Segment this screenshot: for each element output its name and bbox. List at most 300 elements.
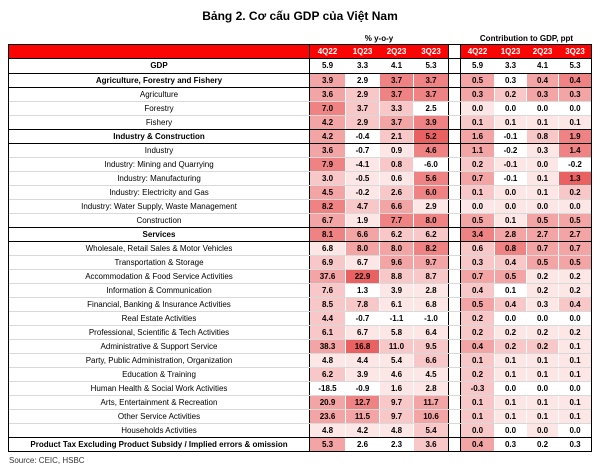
yoy-value-cell: 2.1	[379, 130, 413, 143]
contribution-value-cell: 0.3	[494, 438, 526, 451]
contribution-value-cell: 0.2	[558, 326, 591, 339]
column-gap	[448, 298, 461, 311]
contribution-value-cell: 0.0	[558, 200, 591, 213]
table-row	[9, 129, 591, 143]
yoy-value-cell: 3.9	[345, 368, 379, 381]
contribution-value-cell: 3.4	[461, 228, 494, 241]
column-group-headers	[8, 29, 592, 43]
table-row	[9, 283, 591, 297]
yoy-value-cell: 6.1	[379, 298, 413, 311]
contribution-value-cell: 0.4	[558, 74, 591, 87]
contribution-value-cell: 5.9	[461, 59, 494, 73]
yoy-value-cell: 0.6	[379, 172, 413, 185]
row-label: Arts, Entertainment & Recreation	[9, 396, 310, 409]
table-row	[9, 423, 591, 437]
yoy-value-cell: 3.6	[413, 438, 448, 451]
yoy-value-cell: 8.0	[379, 242, 413, 255]
yoy-value-cell: 4.8	[310, 424, 345, 437]
table-row	[9, 87, 591, 101]
contribution-value-cell: 2.7	[526, 228, 558, 241]
table-row	[9, 199, 591, 213]
yoy-value-cell: 2.8	[413, 284, 448, 297]
quarter-header-cell: 1Q23	[345, 45, 379, 58]
yoy-value-cell: 6.6	[413, 354, 448, 367]
yoy-value-cell: 6.1	[310, 326, 345, 339]
yoy-value-cell: 5.4	[413, 424, 448, 437]
yoy-value-cell: 5.4	[379, 354, 413, 367]
yoy-value-cell: -0.4	[345, 130, 379, 143]
contribution-value-cell: 0.0	[526, 200, 558, 213]
column-gap	[448, 45, 461, 58]
table-row	[9, 227, 591, 241]
contribution-value-cell: 0.1	[494, 116, 526, 129]
yoy-value-cell: 20.9	[310, 396, 345, 409]
yoy-value-cell: 9.5	[413, 340, 448, 353]
column-gap	[448, 312, 461, 325]
contribution-value-cell: 1.6	[461, 130, 494, 143]
contribution-value-cell: 0.0	[558, 312, 591, 325]
contribution-value-cell: 0.1	[526, 172, 558, 185]
row-label: Wholesale, Retail Sales & Motor Vehicles	[9, 242, 310, 255]
yoy-value-cell: 5.2	[413, 130, 448, 143]
yoy-value-cell: 3.7	[379, 74, 413, 87]
yoy-value-cell: 5.3	[310, 438, 345, 451]
yoy-value-cell: 4.2	[345, 424, 379, 437]
contribution-value-cell: 0.3	[558, 88, 591, 101]
contribution-value-cell: 1.3	[558, 172, 591, 185]
contribution-value-cell: 0.2	[558, 186, 591, 199]
contribution-value-cell: 0.3	[526, 144, 558, 157]
contribution-value-cell: -0.1	[494, 158, 526, 171]
yoy-value-cell: 6.2	[310, 368, 345, 381]
yoy-value-cell: 5.9	[310, 59, 345, 73]
yoy-value-cell: 38.3	[310, 340, 345, 353]
contribution-value-cell: 0.0	[526, 424, 558, 437]
yoy-value-cell: -1.0	[413, 312, 448, 325]
yoy-value-cell: 6.8	[310, 242, 345, 255]
contribution-value-cell: 0.1	[558, 340, 591, 353]
contribution-value-cell: 0.2	[526, 284, 558, 297]
contribution-value-cell: 0.1	[558, 116, 591, 129]
quarter-header-cell: 2Q23	[379, 45, 413, 58]
table-row	[9, 297, 591, 311]
contribution-value-cell: 0.0	[461, 424, 494, 437]
yoy-value-cell: 0.9	[379, 144, 413, 157]
yoy-value-cell: 5.3	[413, 59, 448, 73]
contribution-value-cell: -0.1	[494, 172, 526, 185]
contribution-value-cell: 0.1	[461, 186, 494, 199]
yoy-value-cell: 3.6	[310, 144, 345, 157]
contribution-value-cell: 1.9	[558, 130, 591, 143]
yoy-value-cell: 9.7	[379, 410, 413, 423]
yoy-value-cell: 8.7	[413, 270, 448, 283]
row-label: Real Estate Activities	[9, 312, 310, 325]
contribution-value-cell: 5.3	[558, 59, 591, 73]
contribution-value-cell: 0.5	[461, 298, 494, 311]
yoy-value-cell: 6.7	[310, 214, 345, 227]
contribution-value-cell: 0.1	[526, 354, 558, 367]
column-gap	[448, 410, 461, 423]
header-label-spacer	[9, 45, 310, 58]
yoy-value-cell: -0.7	[345, 312, 379, 325]
yoy-value-cell: 3.7	[413, 74, 448, 87]
contribution-value-cell: 0.0	[526, 102, 558, 115]
contribution-value-cell: 0.3	[461, 88, 494, 101]
yoy-value-cell: 2.8	[413, 382, 448, 395]
table-row	[9, 311, 591, 325]
table-row	[9, 367, 591, 381]
contribution-value-cell: 0.3	[526, 298, 558, 311]
row-label: Party, Public Administration, Organization	[9, 354, 310, 367]
yoy-value-cell: -0.7	[345, 144, 379, 157]
data-table	[8, 44, 592, 452]
column-gap	[448, 270, 461, 283]
contribution-value-cell: 0.1	[558, 368, 591, 381]
yoy-value-cell: 1.6	[379, 382, 413, 395]
yoy-value-cell: 11.7	[413, 396, 448, 409]
yoy-value-cell: 7.8	[345, 298, 379, 311]
contribution-value-cell: 0.0	[558, 424, 591, 437]
column-gap	[448, 130, 461, 143]
contribution-value-cell: 0.0	[494, 312, 526, 325]
contribution-value-cell: 0.4	[461, 284, 494, 297]
column-gap	[448, 102, 461, 115]
contribution-value-cell: 0.5	[526, 214, 558, 227]
contribution-value-cell: 0.4	[461, 438, 494, 451]
yoy-value-cell: 4.2	[310, 116, 345, 129]
table-row	[9, 353, 591, 367]
contribution-value-cell: 0.1	[526, 410, 558, 423]
contribution-value-cell: 0.1	[526, 396, 558, 409]
yoy-value-cell: 6.7	[345, 256, 379, 269]
row-label: Human Health & Social Work Activities	[9, 382, 310, 395]
yoy-value-cell: 3.9	[310, 74, 345, 87]
contribution-value-cell: 0.2	[461, 158, 494, 171]
yoy-value-cell: -0.9	[345, 382, 379, 395]
table-row	[9, 213, 591, 227]
row-label: Information & Communication	[9, 284, 310, 297]
yoy-value-cell: 6.9	[310, 256, 345, 269]
contribution-value-cell: 0.3	[526, 88, 558, 101]
contribution-value-cell: 2.7	[558, 228, 591, 241]
table-row	[9, 269, 591, 283]
row-label: GDP	[9, 59, 310, 73]
row-label: Education & Training	[9, 368, 310, 381]
yoy-value-cell: -18.5	[310, 382, 345, 395]
row-label: Fishery	[9, 116, 310, 129]
yoy-value-cell: 6.8	[413, 298, 448, 311]
yoy-value-cell: 2.6	[345, 438, 379, 451]
yoy-value-cell: 3.3	[379, 102, 413, 115]
yoy-value-cell: 4.4	[345, 354, 379, 367]
yoy-value-cell: 6.7	[345, 326, 379, 339]
table-row	[9, 185, 591, 199]
yoy-value-cell: 4.2	[310, 130, 345, 143]
contribution-value-cell: 0.7	[461, 270, 494, 283]
contribution-value-cell: 0.4	[461, 340, 494, 353]
row-label: Administrative & Support Service	[9, 340, 310, 353]
row-label: Agriculture	[9, 88, 310, 101]
yoy-value-cell: 11.0	[379, 340, 413, 353]
yoy-value-cell: 5.8	[379, 326, 413, 339]
yoy-value-cell: 6.6	[379, 200, 413, 213]
column-gap	[448, 172, 461, 185]
row-label: Financial, Banking & Insurance Activities	[9, 298, 310, 311]
column-gap	[448, 186, 461, 199]
source-note: Source: CEIC, HSBC	[9, 456, 85, 465]
contribution-value-cell: 0.1	[558, 354, 591, 367]
contribution-value-cell: 0.2	[494, 88, 526, 101]
yoy-value-cell: 4.4	[310, 312, 345, 325]
contribution-value-cell: 0.1	[461, 116, 494, 129]
column-gap	[448, 144, 461, 157]
quarter-header-cell: 3Q23	[558, 45, 591, 58]
contribution-value-cell: 2.8	[494, 228, 526, 241]
yoy-value-cell: 8.2	[310, 200, 345, 213]
column-gap	[448, 256, 461, 269]
quarter-header-cell: 3Q23	[413, 45, 448, 58]
table-row	[9, 73, 591, 87]
contribution-value-cell: -0.2	[494, 144, 526, 157]
contribution-value-cell: 0.7	[526, 242, 558, 255]
yoy-value-cell: 2.6	[379, 186, 413, 199]
column-gap	[448, 242, 461, 255]
page-title: Bảng 2. Cơ cấu GDP của Việt Nam	[202, 9, 398, 23]
contribution-value-cell: 0.1	[461, 410, 494, 423]
yoy-value-cell: 10.6	[413, 410, 448, 423]
yoy-value-cell: 6.6	[345, 228, 379, 241]
contribution-value-cell: 0.1	[526, 116, 558, 129]
yoy-value-cell: 4.5	[413, 368, 448, 381]
yoy-value-cell: 1.3	[345, 284, 379, 297]
contribution-value-cell: 1.4	[558, 144, 591, 157]
contribution-value-cell: 0.3	[494, 74, 526, 87]
yoy-value-cell: 6.2	[379, 228, 413, 241]
contribution-value-cell: 0.0	[461, 102, 494, 115]
yoy-value-cell: 12.7	[345, 396, 379, 409]
column-gap	[448, 88, 461, 101]
yoy-value-cell: 3.7	[345, 102, 379, 115]
yoy-value-cell: 7.7	[379, 214, 413, 227]
table-row	[9, 437, 591, 451]
quarter-header-cell: 2Q23	[526, 45, 558, 58]
contribution-value-cell: 0.2	[461, 326, 494, 339]
contribution-value-cell: 0.2	[494, 340, 526, 353]
row-label: Construction	[9, 214, 310, 227]
contribution-value-cell: 0.2	[461, 368, 494, 381]
column-gap	[448, 326, 461, 339]
contribution-value-cell: 0.4	[558, 298, 591, 311]
contribution-value-cell: 0.2	[526, 340, 558, 353]
yoy-value-cell: 1.9	[345, 214, 379, 227]
yoy-value-cell: 8.0	[413, 214, 448, 227]
contribution-value-cell: 0.0	[558, 382, 591, 395]
contribution-value-cell: 0.1	[526, 186, 558, 199]
contribution-value-cell: 0.8	[494, 242, 526, 255]
contribution-value-cell: 3.3	[494, 59, 526, 73]
yoy-value-cell: 3.0	[310, 172, 345, 185]
yoy-value-cell: 7.9	[310, 158, 345, 171]
yoy-value-cell: 8.5	[310, 298, 345, 311]
contribution-value-cell: 0.0	[526, 382, 558, 395]
yoy-value-cell: 6.0	[413, 186, 448, 199]
yoy-value-cell: 3.6	[310, 88, 345, 101]
contribution-value-cell: 0.5	[526, 256, 558, 269]
contribution-value-cell: 0.3	[461, 256, 494, 269]
contribution-value-cell: 0.1	[494, 410, 526, 423]
contribution-value-cell: 0.2	[526, 326, 558, 339]
table-row	[9, 171, 591, 185]
column-gap	[448, 59, 461, 73]
row-label: Services	[9, 228, 310, 241]
row-label: Other Service Activities	[9, 410, 310, 423]
yoy-value-cell: 4.1	[379, 59, 413, 73]
contribution-value-cell: 0.1	[558, 410, 591, 423]
row-label: Forestry	[9, 102, 310, 115]
contribution-value-cell: 0.2	[526, 438, 558, 451]
contribution-value-cell: 0.7	[558, 242, 591, 255]
column-gap	[448, 438, 461, 451]
contribution-value-cell: 0.4	[526, 74, 558, 87]
table-row	[9, 59, 591, 73]
contribution-value-cell: 0.1	[558, 396, 591, 409]
row-label: Industry	[9, 144, 310, 157]
contribution-value-cell: 0.0	[494, 382, 526, 395]
table-row	[9, 143, 591, 157]
yoy-value-cell: 2.9	[345, 74, 379, 87]
contribution-value-cell: 1.1	[461, 144, 494, 157]
quarter-header-cell: 4Q22	[467, 46, 488, 56]
contribution-value-cell: -0.3	[461, 382, 494, 395]
yoy-value-cell: 6.4	[413, 326, 448, 339]
contribution-value-cell: 0.1	[461, 354, 494, 367]
column-gap	[448, 382, 461, 395]
yoy-value-cell: 9.7	[379, 396, 413, 409]
yoy-value-cell: 11.5	[345, 410, 379, 423]
yoy-value-cell: 2.9	[345, 116, 379, 129]
table-row	[9, 157, 591, 171]
contribution-value-cell: 0.1	[494, 284, 526, 297]
contribution-value-cell: 0.4	[494, 256, 526, 269]
yoy-value-cell: -6.0	[413, 158, 448, 171]
yoy-value-cell: -0.2	[345, 186, 379, 199]
column-gap	[448, 228, 461, 241]
column-gap	[448, 74, 461, 87]
row-label: Households Activities	[9, 424, 310, 437]
contribution-value-cell: 0.0	[461, 200, 494, 213]
row-label: Agriculture, Forestry and Fishery	[9, 74, 310, 87]
column-gap	[448, 200, 461, 213]
contribution-value-cell: 0.2	[558, 270, 591, 283]
row-label: Industry: Water Supply, Waste Management	[9, 200, 310, 213]
row-label: Accommodation & Food Service Activities	[9, 270, 310, 283]
row-label: Industry: Manufacturing	[9, 172, 310, 185]
contribution-value-cell: 0.5	[558, 256, 591, 269]
row-label: Industry: Electricity and Gas	[9, 186, 310, 199]
contribution-value-cell: -0.1	[494, 130, 526, 143]
yoy-value-cell: 5.6	[413, 172, 448, 185]
contribution-value-cell: 0.0	[526, 158, 558, 171]
table-row	[9, 381, 591, 395]
quarter-header-cell: 1Q23	[494, 45, 526, 58]
row-label: Professional, Scientific & Tech Activities	[9, 326, 310, 339]
column-gap	[448, 340, 461, 353]
yoy-value-cell: 3.7	[379, 88, 413, 101]
contribution-value-cell: 0.1	[526, 368, 558, 381]
contribution-value-cell: 0.0	[494, 424, 526, 437]
quarter-header-cell: 4Q22	[317, 46, 338, 56]
table-row	[9, 325, 591, 339]
yoy-value-cell: 2.9	[413, 200, 448, 213]
contribution-value-cell: 0.5	[494, 270, 526, 283]
contribution-value-cell: 0.1	[494, 214, 526, 227]
yoy-value-cell: 3.9	[413, 116, 448, 129]
yoy-value-cell: 7.6	[310, 284, 345, 297]
table-row	[9, 255, 591, 269]
contribution-value-cell: 0.1	[494, 354, 526, 367]
contribution-value-cell: 0.1	[461, 396, 494, 409]
contribution-value-cell: 0.0	[494, 102, 526, 115]
column-gap	[448, 396, 461, 409]
contribution-value-cell: 0.8	[526, 130, 558, 143]
contribution-value-cell: 0.1	[494, 368, 526, 381]
contribution-value-cell: 0.0	[494, 186, 526, 199]
yoy-group-header: % y-o-y	[364, 34, 394, 43]
yoy-value-cell: 8.2	[413, 242, 448, 255]
column-gap	[448, 158, 461, 171]
contribution-value-cell: 0.1	[494, 396, 526, 409]
contribution-value-cell: 4.1	[526, 59, 558, 73]
row-label: Industry: Mining and Quarrying	[9, 158, 310, 171]
yoy-value-cell: 6.2	[413, 228, 448, 241]
yoy-value-cell: 4.8	[310, 354, 345, 367]
contribution-value-cell: -0.2	[558, 158, 591, 171]
table-row	[9, 241, 591, 255]
contribution-value-cell: 0.4	[494, 298, 526, 311]
yoy-value-cell: 4.6	[379, 368, 413, 381]
column-gap	[448, 354, 461, 367]
yoy-value-cell: 22.9	[345, 270, 379, 283]
contribution-value-cell: 0.5	[461, 214, 494, 227]
contribution-value-cell: 0.0	[558, 102, 591, 115]
yoy-value-cell: -1.1	[379, 312, 413, 325]
contribution-value-cell: 0.3	[558, 438, 591, 451]
table-row	[9, 409, 591, 423]
column-gap	[448, 214, 461, 227]
table-header-row	[9, 45, 591, 59]
contribution-value-cell: 0.5	[558, 214, 591, 227]
yoy-value-cell: 0.8	[379, 158, 413, 171]
yoy-value-cell: 9.6	[379, 256, 413, 269]
yoy-value-cell: 3.7	[379, 116, 413, 129]
contribution-value-cell: 0.2	[526, 270, 558, 283]
column-gap	[448, 284, 461, 297]
yoy-value-cell: 4.7	[345, 200, 379, 213]
yoy-value-cell: 8.8	[379, 270, 413, 283]
contribution-value-cell: 0.2	[558, 284, 591, 297]
table-row	[9, 339, 591, 353]
contribution-value-cell: 0.5	[461, 74, 494, 87]
yoy-value-cell: -4.1	[345, 158, 379, 171]
column-gap	[448, 116, 461, 129]
yoy-value-cell: 4.5	[310, 186, 345, 199]
contribution-value-cell: 0.7	[461, 172, 494, 185]
column-gap	[448, 368, 461, 381]
row-label: Transportation & Storage	[9, 256, 310, 269]
yoy-value-cell: 2.5	[413, 102, 448, 115]
yoy-value-cell: 3.9	[379, 284, 413, 297]
contribution-value-cell: 0.0	[526, 312, 558, 325]
